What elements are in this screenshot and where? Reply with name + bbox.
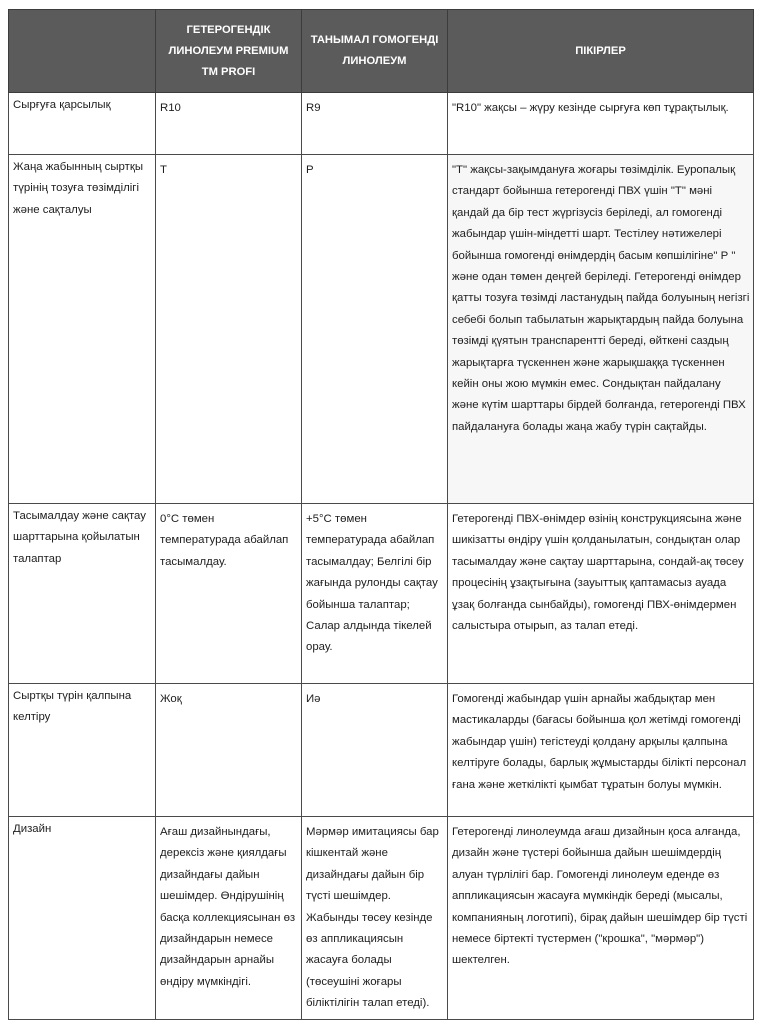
premium-cell: R10 — [156, 93, 302, 155]
feature-cell: Тасымалдау және сақтау шарттарына қойылатын талаптар — [9, 504, 156, 684]
homogeneous-cell: Иә — [302, 684, 448, 817]
homogeneous-cell: R9 — [302, 93, 448, 155]
table-row — [9, 684, 754, 817]
table-row — [9, 817, 754, 1020]
table-row — [9, 93, 754, 155]
table-row — [9, 155, 754, 504]
comment-cell: "R10" жақсы – жүру кезінде сырғуға көп тұрақтылық. — [448, 93, 754, 155]
comment-cell: Гетерогенді ПВХ-өнімдер өзінің конструкциясына және шикізатты өндіру үшін қолданылатын, сондықтан олар тасымалдау және сақтау шарттарына, сондай-ақ төсеу процесінің ұзақтығына (зауыттық қаптамасыз ауада ұзақ болғанда сынбайды), гомогенді ПВХ-өнімдермен салыстыра отырып, аз талап етеді. — [448, 504, 754, 684]
comment-cell: "T" жақсы-зақымдануға жоғары төзімділік. Еуропалық стандарт бойынша гетерогенді ПВХ үшін "T" мәні қандай да бір тест жүргізусіз беріледі, ал гомогенді жабындар үшін-міндетті шарт. Тестілеу нәтижелері бойынша гомогенді өнімдердің басым көпшілігіне" Р " және одан төмен деңгей беріледі. Гетерогенді өнімдер қатты тозуға төзімді ластанудың пайда болуының негізгі себебі болып табылатын жарықтардың пайда болуына төзімді қүятын транспарентті береді, өйткені саздың жарықтарға түскеннен және жарықшаққа түскеннен кейін оны жою мүмкін емес. Сондықтан пайдалану және күтім шарттары бірдей болғанда, гетерогенді ПВХ пайдалануға болады жаңа жабу түрін сақтайды. — [448, 155, 754, 504]
feature-cell: Дизайн — [9, 817, 156, 1020]
homogeneous-cell: P — [302, 155, 448, 504]
premium-cell: T — [156, 155, 302, 504]
homogeneous-cell: Мәрмәр имитациясы бар кішкентай және дизайндағы дайын бір түсті шешімдер. Жабынды төсеу кезінде өз аппликациясын жасауға болады (төсеушіні жоғары біліктілігін талап етеді). — [302, 817, 448, 1020]
header-feature — [9, 10, 156, 93]
table-row — [9, 504, 754, 684]
header-comments: ПІКІРЛЕР — [448, 10, 754, 93]
feature-cell: Сыртқы түрін қалпына келтіру — [9, 684, 156, 817]
premium-cell: Ағаш дизайнындағы, дерексіз және қиялдағы дизайндағы дайын шешімдер. Өндірушінің басқа коллекциясынан өз дизайндарын немесе дизайндарын арнайы өндіру мүмкіндігі. — [156, 817, 302, 1020]
comparison-table — [8, 9, 754, 1020]
premium-cell: 0°С төмен температурада абайлап тасымалдау. — [156, 504, 302, 684]
feature-cell: Сырғуға қарсылық — [9, 93, 156, 155]
header-homogeneous-linoleum: ТАНЫМАЛ ГОМОГЕНДІ ЛИНОЛЕУМ — [302, 10, 448, 93]
header-row — [9, 10, 754, 93]
comment-cell: Гомогенді жабындар үшін арнайы жабдықтар мен мастикаларды (бағасы бойынша қол жетімді гомогенді жабындар үшін) тегістеуді қолдану арқылы қалпына келтіруге болады, барлық жұмыстарды білікті персонал ғана және жеткілікті қымбат тұратын болуы мүмкін. — [448, 684, 754, 817]
feature-cell: Жаңа жабынның сыртқы түрінің тозуға төзімділігі және сақталуы — [9, 155, 156, 504]
premium-cell: Жоқ — [156, 684, 302, 817]
comment-cell: Гетерогенді линолеумда ағаш дизайнын қоса алғанда, дизайн және түстері бойынша дайын шешімдердің алуан түрлілігі бар. Гомогенді линолеум еденде өз аппликациясын жасауға мүмкіндік береді (мысалы, компанияның логотипі), бірақ дайын шешімдер бір түсті немесе біртекті түстермен ("крошка", "мәрмәр") шектелген. — [448, 817, 754, 1020]
homogeneous-cell: +5°С төмен температурада абайлап тасымалдау; Белгілі бір жағында рулонды сақтау бойынша талаптар; Салар алдында тікелей орау. — [302, 504, 448, 684]
header-premium-linoleum: ГЕТЕРОГЕНДІК ЛИНОЛЕУМ PREMIUM TM PROFI — [156, 10, 302, 93]
